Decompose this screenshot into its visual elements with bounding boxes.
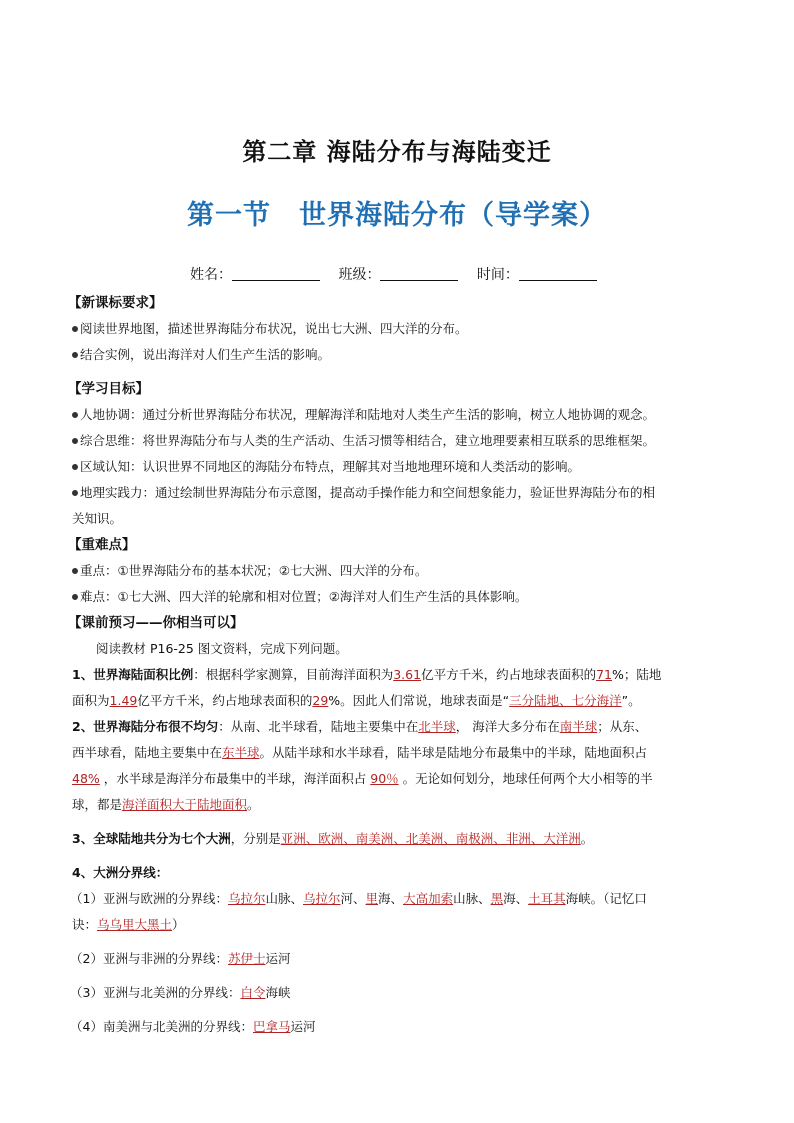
bullet-icon bbox=[72, 464, 78, 470]
question-2-cont: 西半球看，陆地主要集中在东半球。从陆半球和水半球看，陆半球是陆地分布最集中的半球，陆地面积占 bbox=[72, 745, 648, 760]
answer: 苏伊士 bbox=[227, 951, 266, 966]
section-header-objectives: 【学习目标】 bbox=[68, 381, 149, 397]
class-label: 班级： bbox=[338, 267, 381, 283]
list-item-continued: 关知识。 bbox=[72, 511, 123, 526]
question-3: 3、全球陆地共分为七个大洲，分别是亚洲、欧洲、南美洲、北美洲、南极洲、非洲、大洋洲。 bbox=[72, 831, 594, 846]
answer: 90％ bbox=[370, 771, 399, 786]
worksheet-body bbox=[68, 290, 732, 1040]
question-2: 2、世界海陆分布很不均匀：从南、北半球看，陆地主要集中在北半球， 海洋大多分布在南半球；从东、 bbox=[72, 719, 648, 734]
answer: 亚洲、欧洲、南美洲、北美洲、南极洲、非洲、大洋洲 bbox=[280, 831, 581, 846]
answer: 1.49 bbox=[109, 693, 138, 708]
bullet-icon bbox=[72, 568, 78, 574]
list-item: 难点：①七大洲、四大洋的轮廓和相对位置；②海洋对人们生产生活的具体影响。 bbox=[72, 584, 732, 610]
list-item: 区域认知：认识世界不同地区的海陆分布特点，理解其对当地地理环境和人类活动的影响。 bbox=[72, 454, 732, 480]
question-1: 1、世界海陆面积比例：根据科学家测算，目前海洋面积为3.61亿平方千米，约占地球表面积的71%；陆地 bbox=[72, 667, 662, 682]
answer: 29 bbox=[312, 693, 329, 708]
answer: 东半球 bbox=[222, 745, 260, 760]
class-blank[interactable] bbox=[380, 266, 458, 281]
answer: 海洋面积大于陆地面积 bbox=[122, 797, 248, 812]
question-4-line-4: （4）南美洲与北美洲的分界线：巴拿马运河 bbox=[70, 1019, 316, 1034]
answer: 土耳其 bbox=[528, 891, 566, 906]
answer: 三分陆地、七分海洋 bbox=[509, 693, 622, 708]
answer: 乌拉尔 bbox=[227, 891, 266, 906]
question-4-line-2: （2）亚洲与非洲的分界线：苏伊士运河 bbox=[70, 951, 291, 966]
question-2-cont: 48% ，水半球是海洋分布最集中的半球，海洋面积占 90％ 。无论如何划分，地球任何两个大小相等的半 bbox=[72, 771, 653, 786]
section-header-key-points: 【重难点】 bbox=[68, 537, 136, 553]
answer: 南半球 bbox=[559, 719, 598, 734]
question-4-line-3: （3）亚洲与北美洲的分界线：白令海峡 bbox=[70, 985, 291, 1000]
list-item: 重点：①世界海陆分布的基本状况；②七大洲、四大洋的分布。 bbox=[72, 558, 732, 584]
list-item: 人地协调：通过分析世界海陆分布状况，理解海洋和陆地对人类生产生活的影响，树立人地协调的观念。 bbox=[72, 402, 732, 428]
answer: 乌乌里大黑土 bbox=[97, 917, 173, 932]
list-item: 阅读世界地图，描述世界海陆分布状况，说出七大洲、四大洋的分布。 bbox=[72, 316, 732, 342]
question-1-cont: 面积为1.49亿平方千米，约占地球表面积的29%。因此人们常说，地球表面是“三分陆地、七分海洋”。 bbox=[72, 693, 641, 708]
section-header-requirements: 【新课标要求】 bbox=[68, 295, 163, 311]
bullet-icon bbox=[72, 594, 78, 600]
chapter-title: 第二章 海陆分布与海陆变迁 bbox=[242, 138, 552, 166]
time-blank[interactable] bbox=[519, 266, 597, 281]
answer: 乌拉尔 bbox=[303, 891, 341, 906]
answer: 48% bbox=[72, 771, 100, 786]
list-item: 地理实践力：通过绘制世界海陆分布示意图，提高动手操作能力和空间想象能力，验证世界海陆分布的相 bbox=[72, 480, 732, 506]
section-title: 第一节 世界海陆分布（导学案） bbox=[187, 200, 607, 231]
question-4-line-1: （1）亚洲与欧洲的分界线：乌拉尔山脉、乌拉尔河、里海、大高加索山脉、黑海、土耳其海峡。（记忆口 bbox=[70, 891, 647, 906]
list-item: 综合思维：将世界海陆分布与人类的生产活动、生活习惯等相结合，建立地理要素相互联系的思维框架。 bbox=[72, 428, 732, 454]
bullet-icon bbox=[72, 352, 78, 358]
preview-intro: 阅读教材 P16-25 图文资料，完成下列问题。 bbox=[96, 641, 348, 656]
answer: 巴拿马 bbox=[252, 1019, 291, 1034]
answer: 3.61 bbox=[393, 667, 422, 682]
question-2-cont: 球，都是海洋面积大于陆地面积。 bbox=[72, 797, 260, 812]
answer: 黑 bbox=[490, 891, 504, 906]
bullet-icon bbox=[72, 326, 78, 332]
name-label: 姓名： bbox=[190, 267, 232, 283]
student-info-row bbox=[190, 264, 611, 284]
question-4-line-1-cont: 诀：乌乌里大黑土） bbox=[72, 917, 185, 932]
bullet-icon bbox=[72, 490, 78, 496]
bullet-icon bbox=[72, 412, 78, 418]
answer: 里 bbox=[365, 891, 379, 906]
section-header-preview: 【课前预习——你相当可以】 bbox=[68, 615, 244, 631]
answer: 白令 bbox=[240, 985, 266, 1000]
list-item: 结合实例，说出海洋对人们生产生活的影响。 bbox=[72, 342, 732, 368]
answer: 大高加索 bbox=[403, 891, 454, 906]
time-label: 时间： bbox=[476, 267, 519, 283]
answer: 北半球 bbox=[418, 719, 456, 734]
answer: 71 bbox=[596, 667, 612, 682]
question-4: 4、大洲分界线： bbox=[72, 865, 169, 880]
name-blank[interactable] bbox=[232, 266, 320, 281]
bullet-icon bbox=[72, 438, 78, 444]
